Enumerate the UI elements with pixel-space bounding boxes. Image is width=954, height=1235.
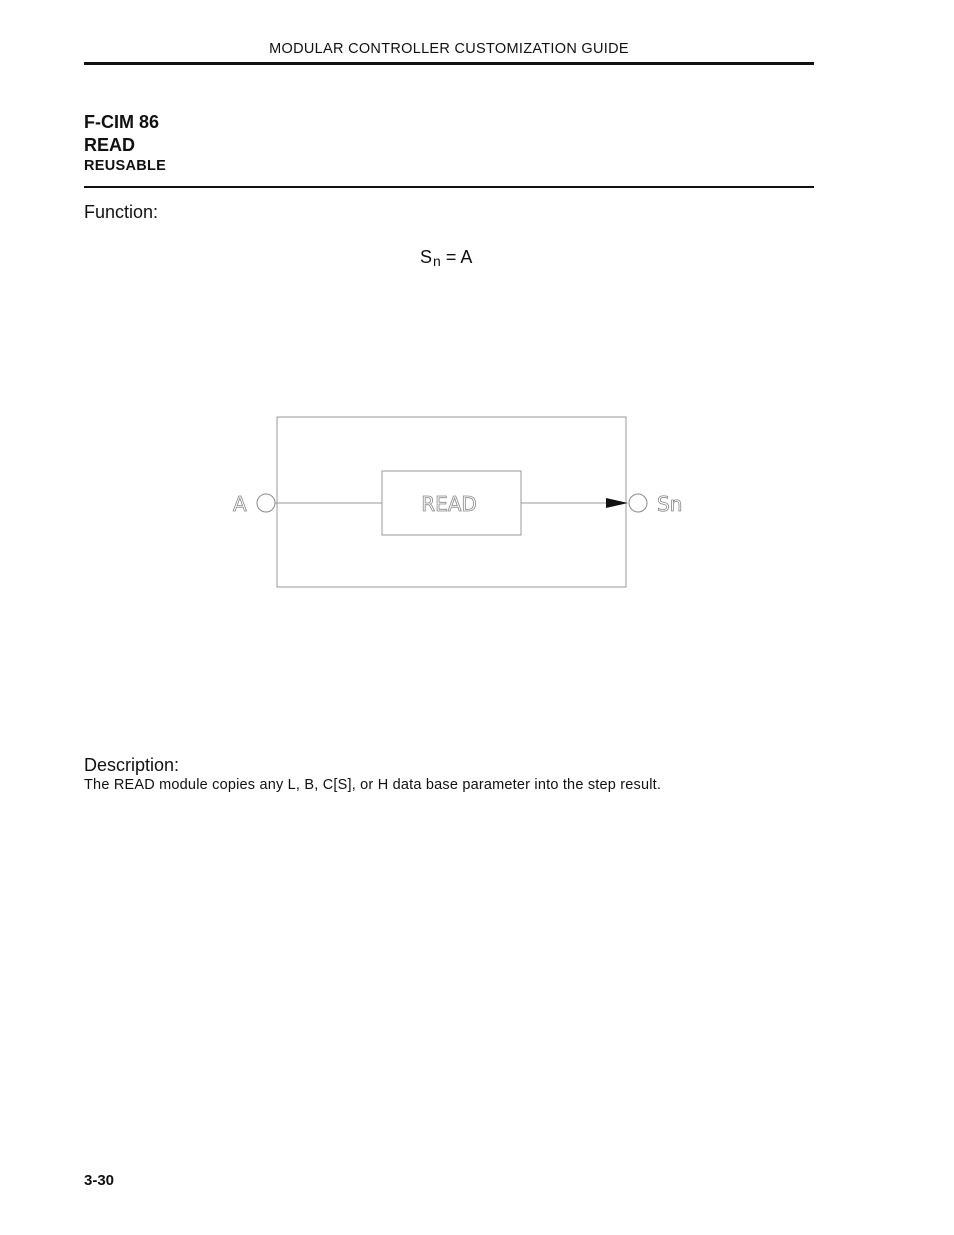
function-heading: Function: xyxy=(84,202,159,222)
function-formula xyxy=(420,247,472,268)
block-name: READ xyxy=(84,135,136,155)
formula-subscript: n xyxy=(433,253,441,269)
section-rule xyxy=(84,186,814,188)
formula-rhs: = A xyxy=(445,247,473,267)
description-text: The READ module copies any L, B, C[S], or H data base parameter into the step result. xyxy=(84,777,662,793)
block-diagram xyxy=(220,405,710,605)
module-label: READ xyxy=(421,492,477,516)
block-attribute: REUSABLE xyxy=(84,158,167,174)
running-header: MODULAR CONTROLLER CUSTOMIZATION GUIDE xyxy=(269,41,629,57)
header-rule xyxy=(84,62,814,65)
output-port xyxy=(629,494,647,512)
block-code: F-CIM 86 xyxy=(84,112,160,132)
description-heading: Description: xyxy=(84,755,180,775)
input-port xyxy=(257,494,275,512)
input-label: A xyxy=(233,492,247,516)
output-arrowhead xyxy=(606,498,628,508)
formula-lhs: S xyxy=(420,247,433,267)
page-number: 3-30 xyxy=(84,1172,115,1189)
output-label: Sn xyxy=(657,492,683,516)
